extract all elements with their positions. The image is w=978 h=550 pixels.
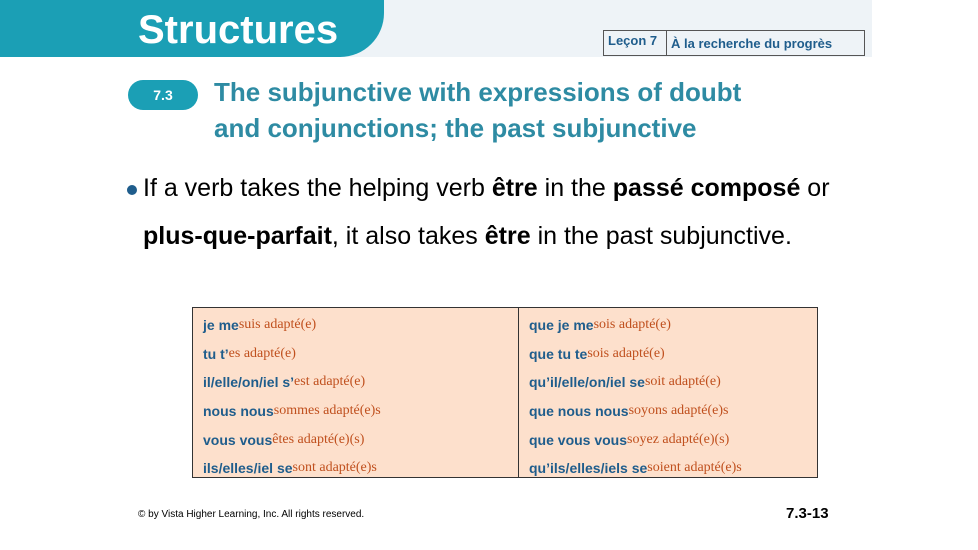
conjugation-column-past-subjunctive	[519, 308, 817, 477]
table-row	[529, 311, 817, 340]
copyright-notice: © by Vista Higher Learning, Inc. All rights reserved.	[138, 509, 365, 520]
table-row	[529, 425, 817, 454]
table-row	[529, 454, 817, 483]
pronoun: que vous vous	[529, 431, 628, 448]
pronoun: il/elle/on/iel s’	[203, 374, 295, 391]
table-row	[203, 340, 518, 369]
pronoun: qu’il/elle/on/iel se	[529, 374, 645, 391]
bullet-bold-etre-1: être	[491, 174, 538, 202]
table-row	[529, 397, 817, 426]
pronoun: que nous nous	[529, 403, 629, 420]
table-row	[203, 425, 518, 454]
table-row	[203, 368, 518, 397]
verb-form: soyons adapté(e)s	[628, 403, 729, 419]
table-row	[529, 340, 817, 369]
pronoun: que tu te	[529, 345, 588, 362]
pronoun: ils/elles/iel se	[203, 460, 293, 477]
bullet-text-5: in the past subjunctive.	[530, 222, 792, 250]
section-title	[214, 74, 854, 146]
bullet-text	[143, 164, 863, 260]
pronoun: nous nous	[203, 403, 274, 420]
verb-form: sois adapté(e)	[593, 317, 671, 333]
bullet-bold-plus-que-parfait: plus-que-parfait	[143, 222, 332, 250]
bullet-bold-etre-2: être	[484, 222, 531, 250]
conjugation-column-passe-compose	[193, 308, 519, 477]
table-row	[203, 397, 518, 426]
verb-form: sois adapté(e)	[587, 345, 665, 361]
verb-form: êtes adapté(e)(s)	[272, 431, 365, 447]
verb-form: suis adapté(e)	[238, 317, 317, 333]
verb-form: sont adapté(e)s	[292, 460, 377, 476]
lesson-number: Leçon 7	[604, 31, 667, 55]
bullet-text-4: , it also takes	[331, 222, 485, 250]
table-row	[203, 311, 518, 340]
verb-form: soit adapté(e)	[644, 374, 721, 390]
pronoun: vous vous	[203, 431, 273, 448]
section-number-badge: 7.3	[128, 80, 198, 110]
verb-form: sommes adapté(e)s	[273, 403, 381, 419]
bullet-bold-passe-compose: passé composé	[612, 174, 801, 202]
bullet-icon	[127, 185, 137, 195]
table-row	[529, 368, 817, 397]
lesson-box	[603, 30, 865, 56]
pronoun: qu’ils/elles/iels se	[529, 460, 648, 477]
section-title-line-2: and conjunctions; the past subjunctive	[214, 113, 697, 143]
pronoun: tu t’	[203, 345, 229, 362]
bullet-text-2: in the	[537, 174, 613, 202]
conjugation-table	[192, 307, 818, 478]
verb-form: est adapté(e)	[294, 374, 366, 390]
verb-form: soyez adapté(e)(s)	[627, 431, 730, 447]
page-number: 7.3-13	[786, 505, 829, 522]
verb-form: soient adapté(e)s	[647, 460, 742, 476]
table-row	[203, 454, 518, 483]
pronoun: je me	[203, 317, 239, 334]
slide-title: Structures	[138, 8, 339, 52]
bullet-text-3: or	[800, 174, 830, 202]
lesson-name: À la recherche du progrès	[671, 36, 833, 51]
bullet-text-1: If a verb takes the helping verb	[143, 174, 492, 202]
verb-form: es adapté(e)	[228, 345, 296, 361]
section-title-line-1: The subjunctive with expressions of doubt	[214, 77, 742, 107]
pronoun: que je me	[529, 317, 594, 334]
